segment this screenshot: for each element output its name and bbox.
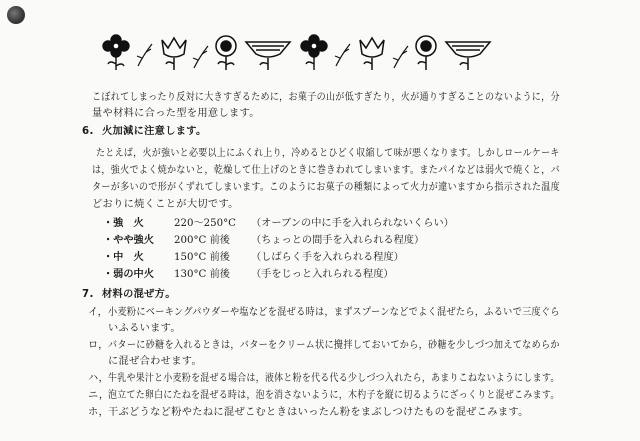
heat-note: （しばらく手を入れられる程度） [251,252,404,263]
list-item-line: 干ぶどうなど粉やたねに混ぜこむときはいったん粉をまぶしつけたものを混ぜこみます。 [108,407,529,418]
list-item-line: バターに砂糖を入れるときは，バターをクリーム状に攪拌しておいてから，砂糖を少しづつ加えてなめらか [108,340,560,351]
list-marker: ロ， [88,340,109,351]
intro-line: こぼれてしまったり反対に大きすぎるために，お菓子の山が低すぎたり，火が通りすぎることのないように，分 [92,92,560,103]
list-marker: ホ， [88,407,110,418]
section-6-title: 火加減に注意します。 [102,126,207,137]
heat-note: （オーブンの中に手を入れられないくらい） [251,218,454,229]
heat-label: ・やや強火 [103,235,154,246]
list-item-line: 牛乳や果汁と小麦粉を混ぜる場合は，液体と粉を代る代る少しづつ入れたら，あまりこねないようにします。 [108,373,560,384]
list-marker: ハ， [88,373,110,384]
intro-line: 量や材料に合った型を用意します。 [92,108,260,119]
heat-label: ・中 火 [103,252,144,263]
list-marker: ニ， [88,390,110,401]
heat-label: ・強 火 [103,218,144,229]
section-7-title: 材料の混ぜ方。 [102,289,176,300]
heat-label: ・弱の中火 [103,269,154,280]
heat-temperature: 130°C 前後 [174,269,230,280]
section-6-line: どおりに焼くことが大切です。 [92,199,239,210]
section-6-line: たとえば，火が強いと必要以上にふくれ上り，冷めるとひどく収縮して味が悪くなります。しかしロールケーキ [96,148,560,159]
heat-temperature: 150°C 前後 [174,252,230,263]
heat-note: （ちょっとの間手を入れられる程度） [251,235,425,246]
list-marker: イ， [88,307,109,318]
list-item-line: に混ぜ合わせます。 [108,356,203,367]
section-6-line: ターが多いので形がくずれてしまいます。このようにお菓子の種類によって火力が違いますから指示された温度 [92,182,561,193]
heat-temperature: 200°C 前後 [174,235,230,246]
section-6-line: は，強火でよく焼かないと，乾燥して仕上げのときに巻きわれてしまいます。またパイなどは弱火で焼くと，バ [92,165,561,176]
list-item-line: 泡立てた卵白にたねを混ぜる時は，泡を消さないように，木杓子を縦に切るようにざっくりと混ぜこみます。 [108,390,560,401]
heat-note: （手をじっと入れられる程度） [251,269,394,280]
section-7-number: 7. [82,289,94,300]
list-item-line: 小麦粉にベーキングパウダーや塩などを混ぜる時は，まずスプーンなどでよく混ぜたら，ふるいで三度ぐら [108,307,560,318]
list-item-line: いふるいます。 [108,323,181,334]
heat-temperature: 220～250°C [174,218,236,229]
section-6-number: 6. [82,126,94,137]
